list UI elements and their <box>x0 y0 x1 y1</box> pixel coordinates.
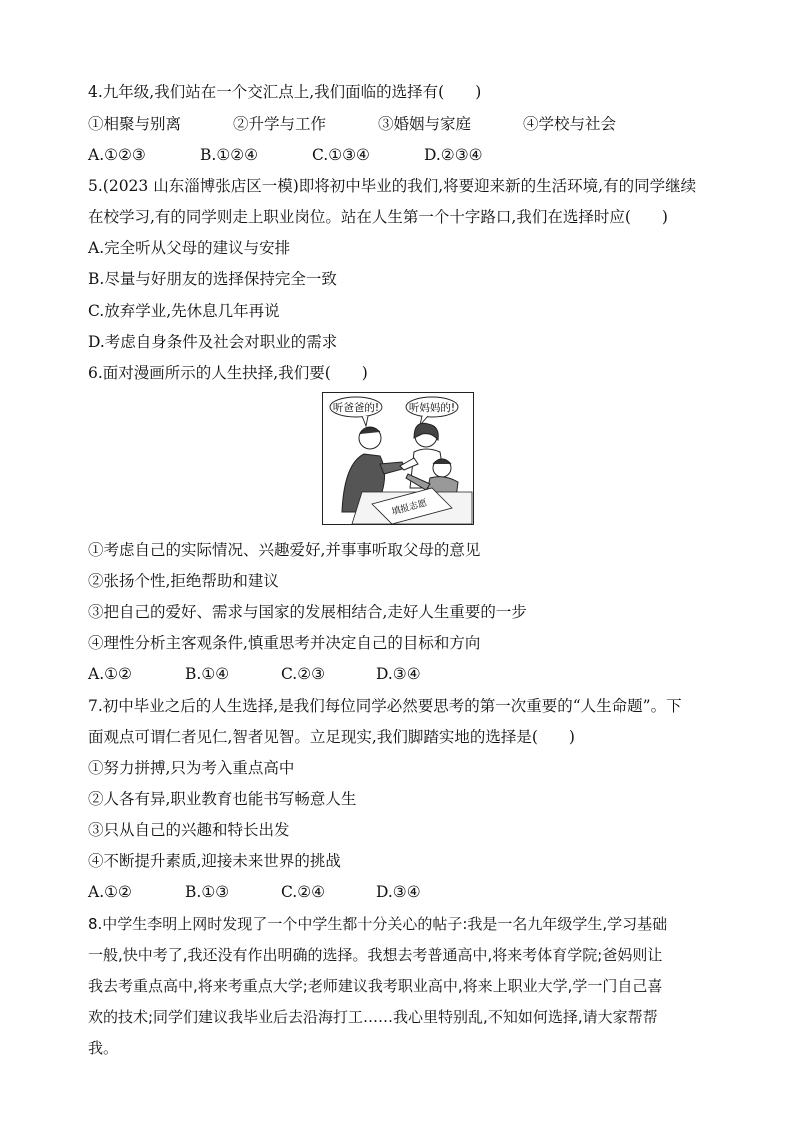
q4-item: ②升学与工作 <box>233 115 327 133</box>
q5-option-a: A.完全听从父母的建议与安排 <box>88 239 291 257</box>
q6-stem: 6.面对漫画所示的人生抉择,我们要( ) <box>88 364 368 382</box>
q7-item-3: ③只从自己的兴趣和特长出发 <box>88 821 290 839</box>
q5-stem-line2: 在校学习,有的同学则走上职业岗位。站在人生第一个十字路口,我们在选择时应( ) <box>88 208 668 226</box>
q7-choice-a: A.①② <box>88 883 132 901</box>
q8-line-2: 一般,快中考了,我还没有作出明确的选择。我想去考普通高中,将来考体育学院;爸妈则让 <box>88 946 663 964</box>
q6-choice-b: B.①④ <box>185 665 230 683</box>
q6-choice-c: C.②③ <box>281 665 326 683</box>
q4-choice-d: D.②③④ <box>424 146 483 164</box>
bubble-left-text: 听爸爸的! <box>332 402 380 414</box>
q4-choice-c: C.①③④ <box>312 146 370 164</box>
q4-choice-a: A.①②③ <box>88 146 146 164</box>
q8-line-1: 8.中学生李明上网时发现了一个中学生都十分关心的帖子:我是一名九年级学生,学习基础 <box>88 915 668 933</box>
q8-line-5: 我。 <box>88 1039 119 1057</box>
q6-choice-d: D.③④ <box>376 665 421 683</box>
q6-item-2: ②张扬个性,拒绝帮助和建议 <box>88 572 279 590</box>
q6-choice-a: A.①② <box>88 665 132 683</box>
q5-option-c: C.放弃学业,先休息几年再说 <box>88 302 280 320</box>
q6-item-4: ④理性分析主客观条件,慎重思考并决定自己的目标和方向 <box>88 634 481 652</box>
comic-illustration <box>322 392 474 525</box>
bubble-right-text: 听妈妈的! <box>408 402 456 414</box>
q4-choice-b: B.①②④ <box>200 146 259 164</box>
q5-option-d: D.考虑自身条件及社会对职业的需求 <box>88 333 338 351</box>
q4-item: ①相聚与别离 <box>88 115 182 133</box>
q4-item: ③婚姻与家庭 <box>378 115 472 133</box>
q6-item-3: ③把自己的爱好、需求与国家的发展相结合,走好人生重要的一步 <box>88 603 527 621</box>
q7-choice-d: D.③④ <box>376 883 421 901</box>
q8-line-3: 我去考重点高中,将来考重点大学;老师建议我考职业高中,将来上职业大学,学一门自己喜 <box>88 977 663 995</box>
q6-item-1: ①考虑自己的实际情况、兴趣爱好,并事事听取父母的意见 <box>88 541 481 559</box>
q7-item-4: ④不断提升素质,迎接未来世界的挑战 <box>88 852 341 870</box>
q7-stem-line2: 面观点可谓仁者见仁,智者见智。立足现实,我们脚踏实地的选择是( ) <box>88 728 575 746</box>
q7-choice-c: C.②④ <box>281 883 326 901</box>
q7-item-1: ①努力拼搏,只为考入重点高中 <box>88 759 295 777</box>
q4-stem: 4.九年级,我们站在一个交汇点上,我们面临的选择有( ) <box>88 83 482 101</box>
q7-choice-b: B.①③ <box>185 883 230 901</box>
form-text: 填报志愿 <box>390 498 429 518</box>
q5-option-b: B.尽量与好朋友的选择保持完全一致 <box>88 270 337 288</box>
q4-item: ④学校与社会 <box>523 115 617 133</box>
q8-line-4: 欢的技术;同学们建议我毕业后去沿海打工……我心里特别乱,不知如何选择,请大家帮帮 <box>88 1008 658 1026</box>
q7-stem-line1: 7.初中毕业之后的人生选择,是我们每位同学必然要思考的第一次重要的“人生命题”。下 <box>88 697 682 715</box>
q7-item-2: ②人各有异,职业教育也能书写畅意人生 <box>88 790 357 808</box>
q5-stem-line1: 5.(2023 山东淄博张店区一模)即将初中毕业的我们,将要迎来新的生活环境,有的同学继续 <box>88 177 697 195</box>
